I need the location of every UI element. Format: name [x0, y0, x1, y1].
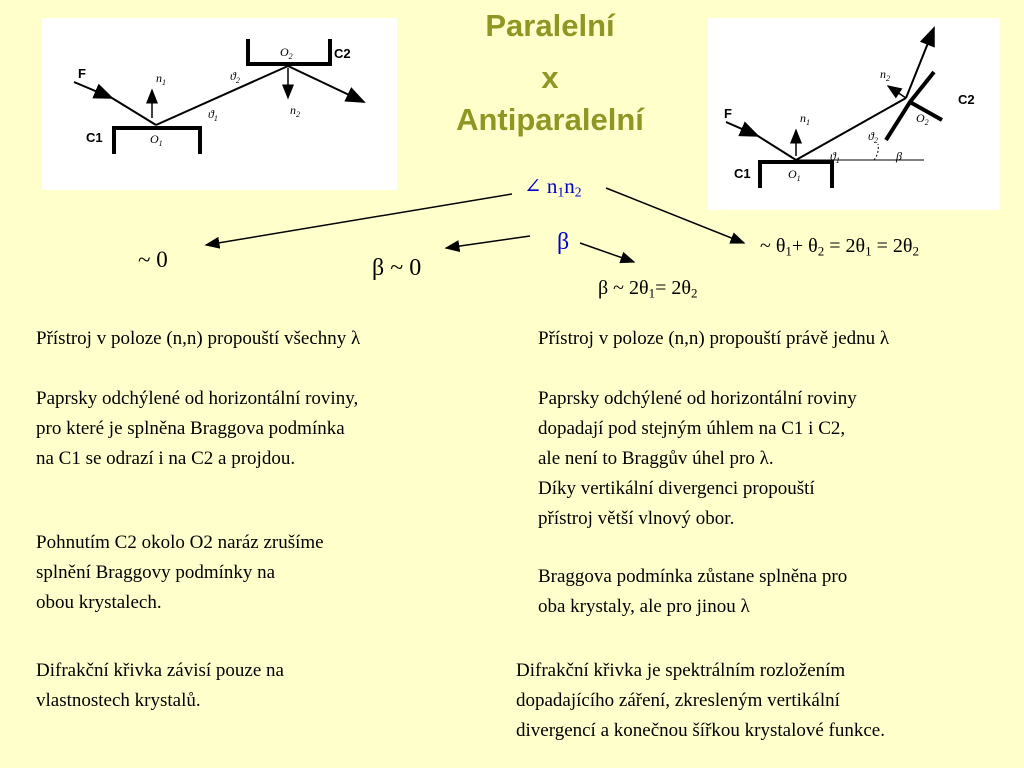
svg-text:O1: $O_1$	[150, 132, 163, 148]
approx-zero-label: ~ 0	[138, 247, 168, 272]
beta-approx-zero-label: β ~ 0	[372, 255, 422, 281]
svg-text:ϑ1: $ϑ_1$	[830, 149, 840, 165]
left-paragraph-2: Paprsky odchýlené od horizontální roviny, pro které je splněna Braggova podmínka na C1 se odrazí i na C2 a projdou.	[36, 388, 359, 469]
right-paragraph-4: Difrakční křivka je spektrálním rozložením dopadajícího záření, zkresleným vertikální divergencí a konečnou šířkou krystalové funkce.	[516, 660, 885, 741]
label-c2: C2	[334, 46, 351, 61]
svg-text:ϑ2: $ϑ_2$	[230, 69, 240, 85]
svg-text:n1: $n_1$	[156, 71, 166, 87]
svg-text:ϑ1: $ϑ_1$	[208, 107, 218, 123]
label-c1: C1	[86, 130, 103, 145]
title-line-3: Antiparalelní	[456, 102, 644, 137]
arrow-to-theta-sum	[606, 188, 744, 243]
arrow-to-beta-zero	[446, 236, 530, 248]
label-beta: β	[896, 149, 902, 163]
beta-label: β	[557, 229, 570, 255]
left-paragraph-4: Difrakční křivka závisí pouze na vlastnostech krystalů.	[36, 660, 284, 711]
title-line-1: Paralelní	[485, 8, 615, 43]
angle-n1n2-label: ∠ $n_1n_2$	[524, 174, 582, 200]
svg-text:O2: $O_2$	[916, 111, 929, 127]
svg-text:O2: $O_2$	[280, 45, 293, 61]
label-f: F	[724, 106, 732, 121]
title-line-2: x	[541, 60, 559, 95]
label-c2: C2	[958, 92, 975, 107]
arrow-to-approx-zero	[206, 194, 512, 245]
left-paragraph-3: Pohnutím C2 okolo O2 naráz zrušíme splnění Braggovy podmínky na obou krystalech.	[36, 532, 324, 613]
svg-text:n2: $n_2$	[290, 103, 300, 119]
svg-text:n2: $n_2$	[880, 67, 890, 83]
label-c1: C1	[734, 166, 751, 181]
beta-theta-label: β ~ $2\theta_1= 2\theta_2$	[598, 277, 698, 301]
svg-text:O1: $O_1$	[788, 167, 801, 183]
label-f: F	[78, 66, 86, 81]
right-paragraph-1: Přístroj v poloze (n,n) propouští právě jednu λ	[538, 328, 890, 349]
svg-text:n1: $n_1$	[800, 111, 810, 127]
left-paragraph-1: Přístroj v poloze (n,n) propouští všechny λ	[36, 328, 361, 349]
right-paragraph-3: Braggova podmínka zůstane splněna pro oba krystaly, ale pro jinou λ	[538, 566, 848, 617]
right-paragraph-2: Paprsky odchýlené od horizontální roviny dopadají pod stejným úhlem na C1 i C2, ale není to Braggův úhel pro λ. Díky vertikální divergenci propouští přístroj větší vlnový obor.	[538, 388, 857, 529]
theta-sum-label: ~ $\theta_1+ \theta_2 = 2\theta_1 = 2\theta_2$	[760, 235, 919, 259]
svg-text:ϑ2: $ϑ_2$	[868, 129, 878, 145]
arrow-to-beta-theta	[580, 243, 634, 262]
